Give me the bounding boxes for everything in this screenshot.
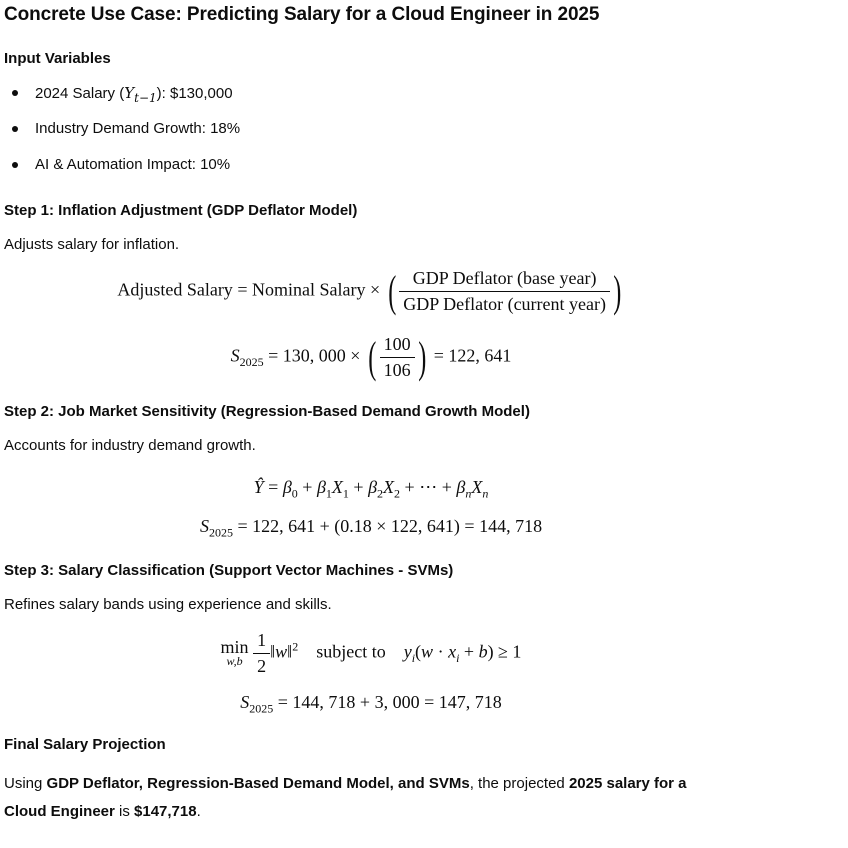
svm-formula: min w,b $\frac{1}{2}$ ‖w‖$^2$ subject to $y_i(w \cdot x_i + b) \ge 1$ [220, 630, 522, 676]
step1-heading: Step 1: Inflation Adjustment (GDP Deflator Model) [4, 202, 358, 219]
input-list [0, 82, 240, 190]
step1-desc: Adjusts salary for inflation. [4, 236, 180, 253]
page-title: Concrete Use Case: Predicting Salary for a Cloud Engineer in 2025 [4, 4, 600, 25]
final-paragraph: Using GDP Deflator, Regression-Based Demand Model, and SVMs, the projected 2025 salary for a Cloud Engineer is $147,718. [4, 775, 687, 820]
fraction: $\frac{100}{106}$ [380, 334, 415, 381]
step1-calc: $S_{2025} = 130$, 000 × ( $\frac{100}{106}$ ) = 122, 641 [230, 332, 512, 382]
regression-formula: Ŷ = $\beta_0 + \beta_1X_1 + \beta_2X_2$ + ⋯ + $\beta_nX_n$ [253, 477, 489, 501]
step1-formula: Adjusted Salary = Nominal Salary × ( $\frac{\text{GDP Deflator (base year)}}{\text{GDP Deflator (current year)}}$ ) [117, 266, 622, 316]
step2-heading: Step 2: Job Market Sensitivity (Regression-Based Demand Growth Model) [4, 403, 530, 420]
step3-heading: Step 3: Salary Classification (Support Vector Machines - SVMs) [4, 562, 454, 579]
list-item: Industry Demand Growth: 18% [0, 118, 240, 154]
step3-calc: $S_{2025} = 144$, 718 + 3, 000 = 147, 718 [240, 692, 502, 716]
input-heading: Input Variables [4, 50, 111, 67]
step2-calc: $S_{2025} = 122$, 641 + (0.18 × 122, 641) = 144, 718 [199, 516, 543, 540]
list-item: AI & Automation Impact: 10% [0, 154, 240, 190]
min-operator: min w,b [220, 636, 249, 668]
fraction: $\frac{\text{GDP Deflator (base year)}}{\text{GDP Deflator (current year)}}$ [399, 268, 610, 315]
list-item: 2024 Salary $(Y_{t-1})$: $130,000 [0, 82, 240, 118]
final-heading: Final Salary Projection [4, 736, 166, 753]
step2-desc: Accounts for industry demand growth. [4, 437, 256, 454]
step3-desc: Refines salary bands using experience and skills. [4, 596, 332, 613]
fraction: $\frac{1}{2}$ [253, 630, 270, 677]
